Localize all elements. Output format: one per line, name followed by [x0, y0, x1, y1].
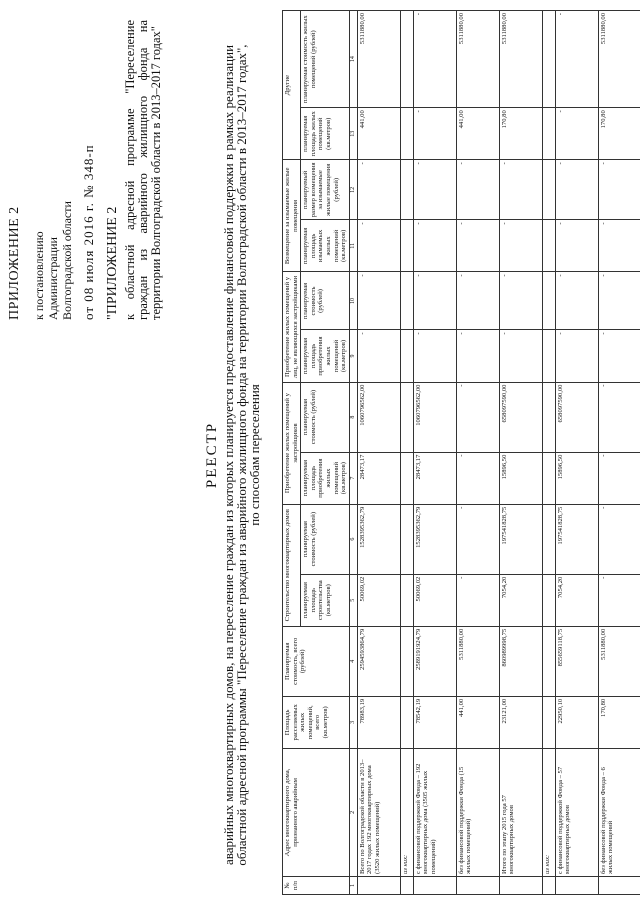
- header-row: [283, 11, 301, 895]
- cell-c11: -: [555, 220, 598, 272]
- cell-c14: -: [555, 11, 598, 108]
- cell-num: [456, 876, 499, 894]
- cell-c13: 170,80: [598, 108, 640, 160]
- cell-c6: 1528395362,79: [413, 504, 456, 574]
- cell-c12: -: [413, 160, 456, 220]
- cell-num: [598, 876, 640, 894]
- table-row: [555, 11, 598, 895]
- subheader-c6: планируемая стоимость (рублей): [301, 504, 350, 574]
- cell-c9: -: [499, 330, 542, 382]
- cell-c13: 441,00: [357, 108, 400, 160]
- label-iz-nih: из них:: [542, 748, 555, 876]
- subheader-c10: планируемая стоимость (рублей): [301, 272, 350, 330]
- registry-subtitle-line: аварийных многоквартирных домов, на переселение граждан из которых планируется предоставление финансовой поддержки в рамках реализации: [221, 44, 236, 866]
- cell-area: 441,00: [456, 696, 499, 748]
- registry-table: [282, 10, 640, 895]
- program-reference: к областной адресной программе "Переселение граждан из аварийного жилищного фонда на территории Волгоградской области в 2013–2017 годах": [123, 20, 163, 320]
- cell-address: без финансовой поддержки Фонда – 6 жилых помещений: [598, 748, 640, 876]
- column-number: 4: [349, 626, 357, 696]
- cell-address: Итого по этапу 2015 года 57 многоквартирных домов: [499, 748, 542, 876]
- cell-area: 22950,10: [555, 696, 598, 748]
- cell-c12: -: [598, 160, 640, 220]
- table-row: [499, 11, 542, 895]
- cell-c8: -: [456, 382, 499, 452]
- column-number: 11: [349, 220, 357, 272]
- cell-c13: 170,80: [499, 108, 542, 160]
- cell-c6: 197541828,75: [555, 504, 598, 574]
- cell-num: [499, 876, 542, 894]
- cell-c11: -: [357, 220, 400, 272]
- cell-c5: 50069,02: [357, 574, 400, 626]
- col-header-area: Площадь расселяемых жилых помещений, всего (кв.метров): [283, 696, 350, 748]
- label-iz-nih: из них:: [400, 748, 413, 876]
- cell-area: 78983,19: [357, 696, 400, 748]
- cell-c5: 50069,02: [413, 574, 456, 626]
- cell-c9: -: [456, 330, 499, 382]
- registry-subtitle-line: по способам переселения: [247, 384, 262, 526]
- cell-c6: -: [456, 504, 499, 574]
- cell-address: без финансовой поддержки Фонда (15 жилых помещений): [456, 748, 499, 876]
- cell-c6: 197541828,75: [499, 504, 542, 574]
- cell-c12: -: [456, 160, 499, 220]
- cell-address: Всего по Волгоградской области в 2013–2017 годах 192 многоквартирных дома (3520 жилых помещений): [357, 748, 400, 876]
- resolution-line: Администрации: [46, 237, 60, 320]
- cell-c9: -: [598, 330, 640, 382]
- cell-c13: 441,00: [456, 108, 499, 160]
- col-header-num: № п/п: [283, 876, 350, 894]
- cell-cost: 860989998,75: [499, 626, 542, 696]
- cell-c10: -: [456, 272, 499, 330]
- registry-subtitle-line: областной адресной программы "Переселение граждан из аварийного жилищного фонда на территории Волгоградской области в 2013–2017 годах",: [234, 44, 249, 866]
- column-number: 1: [349, 876, 357, 894]
- column-number: 6: [349, 504, 357, 574]
- cell-c10: -: [598, 272, 640, 330]
- resolution-date: от 08 июля 2016 г. № 348-п: [81, 144, 96, 320]
- cell-cost: 2589191924,79: [413, 626, 456, 696]
- cell-c12: -: [357, 160, 400, 220]
- section-label-row: [542, 11, 555, 895]
- table-row: [456, 11, 499, 895]
- cell-c6: -: [598, 504, 640, 574]
- cell-c8: -: [598, 382, 640, 452]
- table-row: [413, 11, 456, 895]
- cell-c11: -: [598, 220, 640, 272]
- cell-c7: 15896,50: [555, 452, 598, 504]
- cell-c5: 7054,20: [499, 574, 542, 626]
- subheader-c11: планируемая площадь изымаемых жилых помещений (кв.метров): [301, 220, 350, 272]
- col-header-purchase-builders: Приобретение жилых помещений у застройщиков: [283, 382, 301, 504]
- cell-area: 78542,19: [413, 696, 456, 748]
- appendix-title: ПРИЛОЖЕНИЕ 2: [7, 206, 22, 320]
- cell-c11: -: [499, 220, 542, 272]
- cell-c6: 1528395362,79: [357, 504, 400, 574]
- cell-c11: -: [413, 220, 456, 272]
- cell-c12: -: [499, 160, 542, 220]
- column-number: 13: [349, 108, 357, 160]
- cell-c8: 658097590,00: [499, 382, 542, 452]
- column-number-row: [349, 11, 357, 895]
- cell-c8: 1060796562,00: [357, 382, 400, 452]
- subheader-c8: планируемая стоимость (рублей): [301, 382, 350, 452]
- cell-c13: -: [555, 108, 598, 160]
- cell-c9: -: [357, 330, 400, 382]
- cell-address: с финансовой поддержкой Фонда – 57 многоквартирных домов: [555, 748, 598, 876]
- col-header-compensation: Возмещение за изымаемые жилые помещения: [283, 160, 301, 272]
- cell-c9: -: [413, 330, 456, 382]
- resolution-line: к постановлению: [32, 231, 46, 320]
- cell-c14: -: [413, 11, 456, 108]
- cell-c13: -: [413, 108, 456, 160]
- cell-num: [413, 876, 456, 894]
- header-block: [8, 20, 163, 320]
- column-number: 7: [349, 452, 357, 504]
- column-number: 10: [349, 272, 357, 330]
- cell-c7: -: [598, 452, 640, 504]
- cell-c14: 5311880,00: [456, 11, 499, 108]
- cell-area: 23121,00: [499, 696, 542, 748]
- cell-address: с финансовой поддержкой Фонда – 192 многоквартирных дома (3505 жилых помещений): [413, 748, 456, 876]
- subheader-c13: планируемая площадь жилых помещений (кв.метров): [301, 108, 350, 160]
- cell-c7: 28473,17: [357, 452, 400, 504]
- cell-c5: -: [598, 574, 640, 626]
- col-header-purchase-nonbuilders: Приобретение жилых помещений у лиц, не являющихся застройщиками: [283, 272, 301, 382]
- cell-area: 170,80: [598, 696, 640, 748]
- cell-c14: 5311880,00: [598, 11, 640, 108]
- section-label-row: [400, 11, 413, 895]
- column-number: 9: [349, 330, 357, 382]
- cell-c14: 5311880,00: [499, 11, 542, 108]
- cell-cost: 2594593864,79: [357, 626, 400, 696]
- cell-c10: -: [555, 272, 598, 330]
- cell-c10: -: [413, 272, 456, 330]
- cell-c7: 28473,17: [413, 452, 456, 504]
- cell-num: [555, 876, 598, 894]
- col-header-other: Другие: [283, 11, 301, 160]
- cell-c9: -: [555, 330, 598, 382]
- registry-title: РЕЕСТР: [204, 421, 220, 489]
- resolution-line: Волгоградской области: [60, 201, 74, 320]
- column-number: 12: [349, 160, 357, 220]
- cell-cost: 855659118,75: [555, 626, 598, 696]
- cell-c14: 5311880,00: [357, 11, 400, 108]
- table-row: [598, 11, 640, 895]
- cell-c7: 15896,50: [499, 452, 542, 504]
- cell-c7: -: [456, 452, 499, 504]
- column-number: 14: [349, 11, 357, 108]
- appendix2-title: "ПРИЛОЖЕНИЕ 2: [105, 206, 120, 320]
- column-number: 5: [349, 574, 357, 626]
- column-number: 2: [349, 748, 357, 876]
- cell-c10: -: [499, 272, 542, 330]
- subheader-c7: планируемая площадь приобретения жилых помещений (кв.метров): [301, 452, 350, 504]
- subheader-c14: планируемая стоимость жилых помещений (рублей): [301, 11, 350, 108]
- cell-c12: -: [555, 160, 598, 220]
- col-header-construction: Строительство многоквартирных домов: [283, 504, 301, 626]
- col-header-cost: Планируемая стоимость, всего (рублей): [283, 626, 350, 696]
- cell-c8: 658097590,00: [555, 382, 598, 452]
- table-row: [357, 11, 400, 895]
- cell-c5: 7054,20: [555, 574, 598, 626]
- subheader-c12: планируемый размер возмещения за изымаемые жилые помещения (рублей): [301, 160, 350, 220]
- cell-cost: 5311880,00: [598, 626, 640, 696]
- registry-title-block: [206, 25, 261, 885]
- column-number: 3: [349, 696, 357, 748]
- col-header-address: Адрес многоквартирного дома, признанного аварийным: [283, 748, 350, 876]
- cell-c10: -: [357, 272, 400, 330]
- subheader-c9: планируемая площадь приобретения жилых помещений (кв.метров): [301, 330, 350, 382]
- subheader-c5: планируемая площадь строительства (кв.метров): [301, 574, 350, 626]
- cell-num: [357, 876, 400, 894]
- column-number: 8: [349, 382, 357, 452]
- cell-c5: -: [456, 574, 499, 626]
- cell-c8: 1060796562,00: [413, 382, 456, 452]
- cell-c11: -: [456, 220, 499, 272]
- cell-cost: 5311880,00: [456, 626, 499, 696]
